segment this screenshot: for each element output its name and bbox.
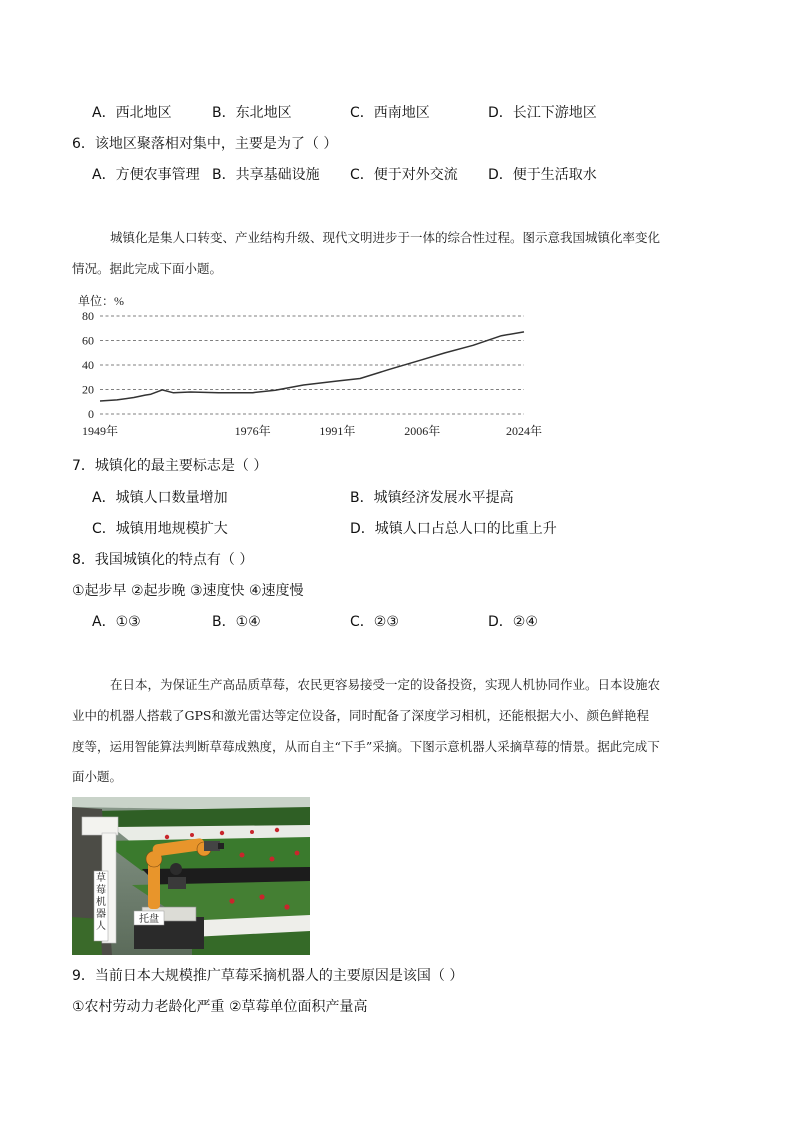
q6-option-b: B．共享基础设施 (212, 167, 320, 183)
passage2-line3: 度等，运用智能算法判断草莓成熟度，从而自主“下手”采摘。下图示意机器人采摘草莓的情景。据此完成下 (72, 739, 660, 754)
q8-option-b: B．①④ (212, 614, 261, 630)
y-tick-label: 40 (82, 358, 94, 372)
q6-stem: 6．该地区聚落相对集中，主要是为了（ ） (72, 136, 338, 152)
q7-option-d: D．城镇人口占总人口的比重上升 (350, 521, 557, 537)
q7-stem: 7．城镇化的最主要标志是（ ） (72, 458, 268, 474)
q5-option-a: A．西北地区 (92, 105, 172, 121)
x-tick-label: 1991年 (319, 424, 356, 438)
y-tick-label: 0 (88, 407, 94, 421)
chart-svg (72, 288, 542, 440)
y-tick-label: 80 (82, 309, 94, 323)
q7-option-a: A．城镇人口数量增加 (92, 490, 228, 506)
q5-option-d: D．长江下游地区 (488, 105, 597, 121)
photo-illustration (72, 797, 310, 955)
y-tick-label: 20 (82, 382, 94, 397)
q8-items: ①起步早 ②起步晚 ③速度快 ④速度慢 (72, 583, 304, 599)
q5-option-b: B．东北地区 (212, 105, 292, 121)
q7-option-c: C．城镇用地规模扩大 (92, 521, 228, 537)
q8-option-c: C．②③ (350, 614, 399, 630)
q6-option-c: C．便于对外交流 (350, 167, 458, 183)
q8-option-a: A．①③ (92, 614, 141, 630)
q7-option-b: B．城镇经济发展水平提高 (350, 490, 514, 506)
passage2-line4: 面小题。 (72, 769, 123, 784)
q8-option-d: D．②④ (488, 614, 538, 630)
q5-option-c: C．西南地区 (350, 105, 430, 121)
urbanization-rate-chart (72, 288, 542, 440)
x-tick-label: 2006年 (404, 424, 441, 438)
x-tick-label: 2024年 (505, 424, 542, 438)
q9-stem: 9．当前日本大规模推广草莓采摘机器人的主要原因是该国（ ） (72, 968, 464, 984)
q8-stem: 8．我国城镇化的特点有（ ） (72, 552, 254, 568)
passage1-line1: 城镇化是集人口转变、产业结构升级、现代文明进步于一体的综合性过程。图示意我国城镇化率变化 (110, 230, 661, 245)
robot-label: 草莓机器人 (96, 873, 106, 932)
passage1-line2: 情况。据此完成下面小题。 (72, 261, 223, 276)
x-tick-label: 1949年 (81, 424, 119, 438)
q6-option-d: D．便于生活取水 (488, 167, 597, 183)
passage2-line1: 在日本，为保证生产高品质草莓，农民更容易接受一定的设备投资，实现人机协同作业。日本设施农 (110, 677, 661, 692)
y-axis-label: 单位：% (78, 294, 124, 308)
q9-items: ①农村劳动力老龄化严重 ②草莓单位面积产量高 (72, 999, 368, 1015)
series-line-0 (100, 332, 524, 401)
strawberry-robot-photo (72, 797, 310, 955)
x-tick-label: 1976年 (234, 424, 271, 438)
tray-label: 托盘 (139, 914, 159, 925)
y-tick-label: 60 (82, 333, 94, 348)
passage2-line2: 业中的机器人搭载了GPS和激光雷达等定位设备，同时配备了深度学习相机，还能根据大小、颜色鲜艳程 (72, 708, 649, 723)
q6-option-a: A．方便农事管理 (92, 167, 200, 183)
